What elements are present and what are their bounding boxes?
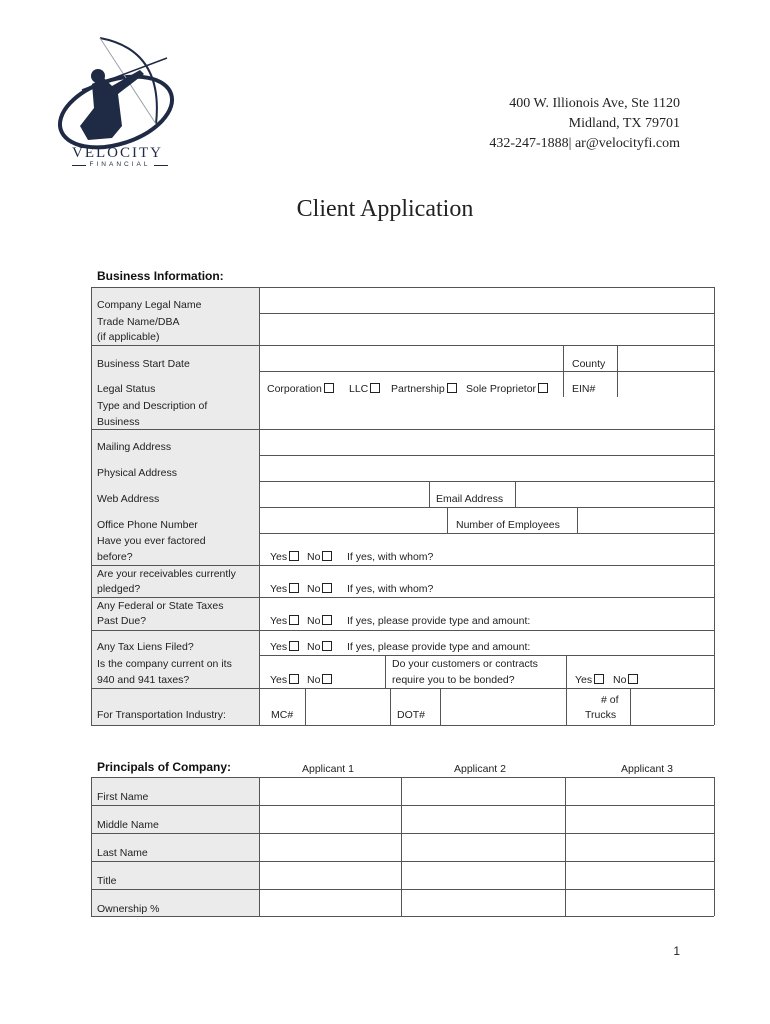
business-info-heading: Business Information: — [97, 269, 224, 283]
bonded-yes-label: Yes — [575, 674, 593, 686]
applicant-1-first-name[interactable] — [260, 778, 400, 804]
label-current-2: 940 and 941 taxes? — [97, 674, 190, 686]
receivables-yes-label: Yes — [270, 583, 288, 595]
federal-type-amount: If yes, please provide type and amount: — [347, 615, 531, 627]
current-no-label: No — [307, 674, 321, 686]
liens-type-amount: If yes, please provide type and amount: — [347, 641, 531, 653]
page-number: 1 — [673, 944, 680, 958]
receivables-with-whom: If yes, with whom? — [347, 583, 434, 595]
label-bonded-2: require you to be bonded? — [392, 674, 515, 686]
label-mailing-address: Mailing Address — [97, 441, 172, 453]
applicant-2-header: Applicant 2 — [454, 763, 506, 775]
label-physical-address: Physical Address — [97, 467, 177, 479]
applicant-1-title[interactable] — [260, 862, 400, 888]
applicant-1-ownership[interactable] — [260, 890, 400, 915]
factored-no-label: No — [307, 551, 321, 563]
option-partnership-label: Partnership — [391, 383, 445, 395]
bonded-no-label: No — [613, 674, 627, 686]
label-county: County — [572, 358, 606, 370]
logo-subtext: FINANCIAL — [72, 161, 168, 168]
address-contact: 432-247-1888| ar@velocityfi.com — [489, 136, 680, 151]
label-factored-2: before? — [97, 551, 133, 563]
label-number-of-employees: Number of Employees — [456, 519, 560, 531]
label-federal-2: Past Due? — [97, 615, 147, 627]
label-trade-name-sub: (if applicable) — [97, 331, 160, 343]
applicant-1-last-name[interactable] — [260, 834, 400, 860]
label-legal-status: Legal Status — [97, 383, 156, 395]
applicant-2-first-name[interactable] — [402, 778, 564, 804]
label-bonded-1: Do your customers or contracts — [392, 658, 538, 670]
applicant-1-header: Applicant 1 — [302, 763, 354, 775]
address-line-1: 400 W. Illionois Ave, Ste 1120 — [509, 96, 680, 111]
label-federal-1: Any Federal or State Taxes — [97, 600, 224, 612]
label-tax-liens: Any Tax Liens Filed? — [97, 641, 194, 653]
principals-row-first-name: First Name — [97, 791, 149, 803]
option-corporation-label: Corporation — [267, 383, 322, 395]
liens-no-label: No — [307, 641, 321, 653]
principals-row-middle-name: Middle Name — [97, 819, 159, 831]
label-web-address: Web Address — [97, 493, 160, 505]
label-ein: EIN# — [572, 383, 596, 395]
applicant-3-title[interactable] — [566, 862, 713, 888]
label-company-legal-name: Company Legal Name — [97, 299, 202, 311]
applicant-3-ownership[interactable] — [566, 890, 713, 915]
applicant-3-header: Applicant 3 — [621, 763, 673, 775]
page-title: Client Application — [296, 196, 474, 222]
label-trucks-1: # of — [601, 694, 619, 706]
principals-row-last-name: Last Name — [97, 847, 148, 859]
label-trucks-2: Trucks — [585, 709, 617, 721]
label-type-desc-1: Type and Description of — [97, 400, 208, 412]
applicant-1-middle-name[interactable] — [260, 806, 400, 832]
factored-yes-label: Yes — [270, 551, 288, 563]
principals-row-title: Title — [97, 875, 117, 887]
label-trade-name: Trade Name/DBA — [97, 316, 180, 328]
logo-wordmark: VELOCITY — [72, 145, 163, 161]
applicant-2-middle-name[interactable] — [402, 806, 564, 832]
address-line-2: Midland, TX 79701 — [568, 116, 680, 131]
applicant-3-last-name[interactable] — [566, 834, 713, 860]
principals-row-ownership: Ownership % — [97, 903, 160, 915]
applicant-2-title[interactable] — [402, 862, 564, 888]
applicant-2-ownership[interactable] — [402, 890, 564, 915]
option-llc-label: LLC — [349, 383, 369, 395]
label-receivables-1: Are your receivables currently — [97, 568, 236, 580]
label-type-desc-2: Business — [97, 416, 140, 428]
label-receivables-2: pledged? — [97, 583, 141, 595]
federal-no-label: No — [307, 615, 321, 627]
label-transportation: For Transportation Industry: — [97, 709, 226, 721]
option-sole-proprietor-label: Sole Proprietor — [466, 383, 537, 395]
receivables-no-label: No — [307, 583, 321, 595]
principals-heading: Principals of Company: — [97, 760, 232, 774]
factored-with-whom: If yes, with whom? — [347, 551, 434, 563]
federal-yes-label: Yes — [270, 615, 288, 627]
label-mc: MC# — [271, 709, 294, 721]
current-yes-label: Yes — [270, 674, 288, 686]
label-start-date: Business Start Date — [97, 358, 190, 370]
label-factored-1: Have you ever factored — [97, 535, 206, 547]
liens-yes-label: Yes — [270, 641, 288, 653]
applicant-2-last-name[interactable] — [402, 834, 564, 860]
label-dot: DOT# — [397, 709, 426, 721]
applicant-3-first-name[interactable] — [566, 778, 713, 804]
label-current-1: Is the company current on its — [97, 658, 232, 670]
label-email-address: Email Address — [436, 493, 504, 505]
applicant-3-middle-name[interactable] — [566, 806, 713, 832]
label-office-phone: Office Phone Number — [97, 519, 198, 531]
